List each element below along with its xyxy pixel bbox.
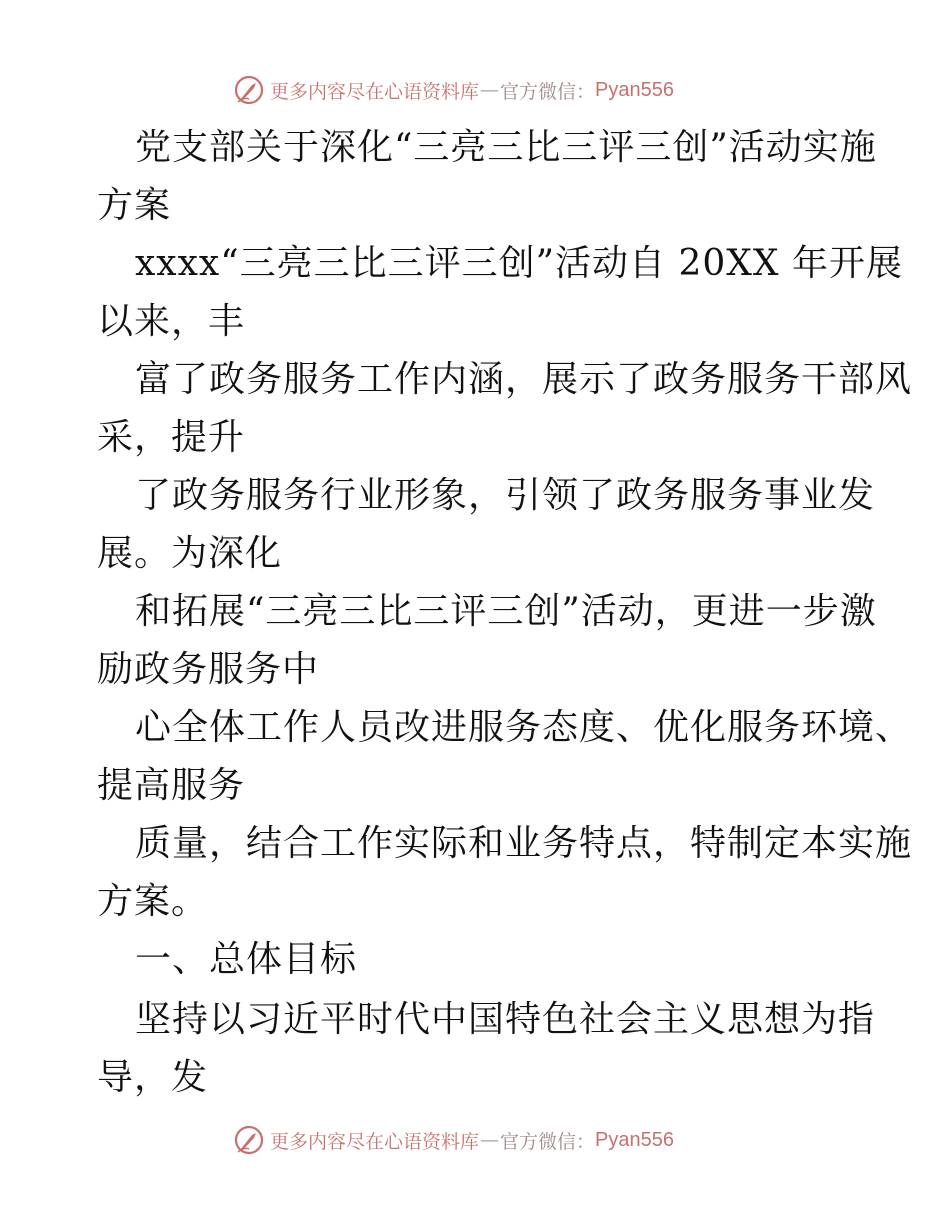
text-line: 提高服务 (97, 765, 246, 806)
banner-wechat-id: Pyan556 (595, 1128, 674, 1151)
banner-main-text: 更多内容尽在心语资料库 (270, 80, 480, 103)
text-line: xxxx“三亮三比三评三创”活动自 20XX 年开展 (135, 243, 903, 284)
text-line: 富了政务服务工作内涵，展示了政务服务干部风 (135, 359, 913, 400)
section-heading: 一、总体目标 (135, 939, 358, 980)
text-line: 导，发 (97, 1057, 209, 1098)
banner-dash: — (480, 1129, 500, 1151)
banner-wechat-label: 官方微信： (500, 80, 596, 103)
text-line: 以来，丰 (97, 301, 246, 342)
banner-dash: — (480, 79, 500, 101)
banner-wechat-label: 官方微信： (500, 1130, 596, 1153)
text-line: 党支部关于深化“三亮三比三评三创”活动实施 (135, 127, 877, 168)
pen-nib-logo-icon (232, 1123, 266, 1157)
header-banner (232, 70, 752, 110)
footer-banner (232, 1120, 752, 1160)
text-line: 质量，结合工作实际和业务特点，特制定本实施 (135, 823, 913, 864)
text-line: 方案。 (97, 881, 209, 922)
pen-nib-logo-icon (232, 73, 266, 107)
text-line: 心全体工作人员改进服务态度、优化服务环境、 (135, 707, 913, 748)
text-line: 坚持以习近平时代中国特色社会主义思想为指 (135, 999, 876, 1040)
text-line: 采，提升 (97, 417, 246, 458)
text-line: 展。为深化 (97, 533, 283, 574)
text-line: 和拓展“三亮三比三评三创”活动，更进一步激 (135, 591, 877, 632)
banner-wechat-id: Pyan556 (595, 78, 674, 101)
text-line: 了政务服务行业形象，引领了政务服务事业发 (135, 475, 876, 516)
text-line: 励政务服务中 (97, 649, 320, 690)
text-line: 方案 (97, 185, 172, 226)
banner-main-text: 更多内容尽在心语资料库 (270, 1130, 480, 1153)
